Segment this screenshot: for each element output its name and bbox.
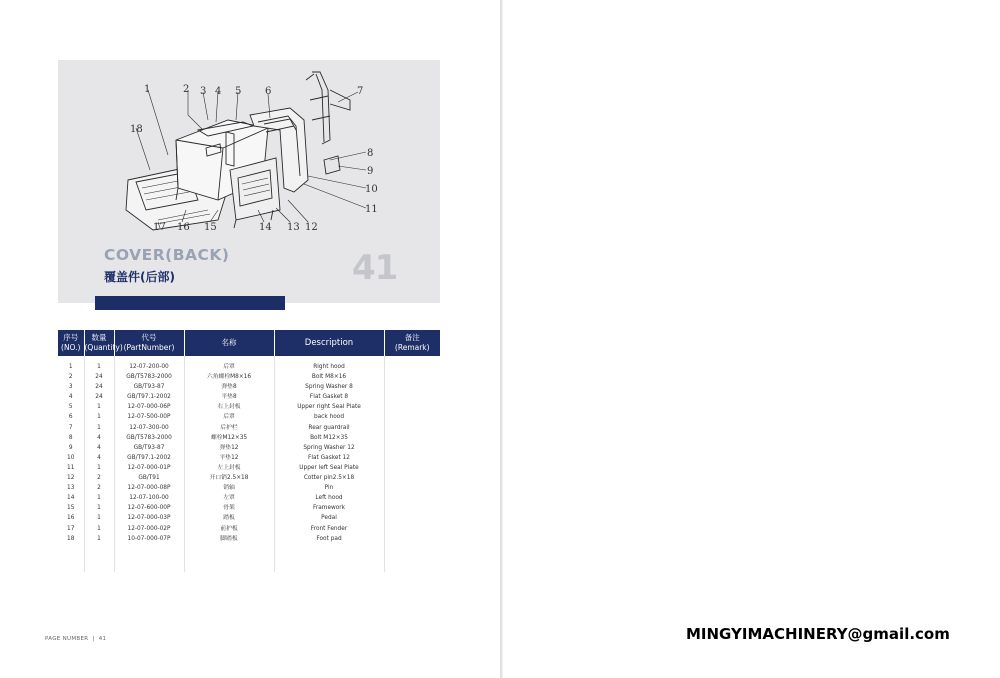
- table-row: [58, 493, 440, 503]
- cell-part-number: GB/T97.1-2002: [114, 453, 184, 463]
- table-row: [58, 463, 440, 473]
- cell-remark: [384, 412, 440, 422]
- cell-no: 11: [67, 464, 75, 471]
- cell-remark: [384, 503, 440, 513]
- cell-description: Bolt M8×16: [274, 372, 384, 382]
- header-name: 名称: [184, 330, 274, 356]
- callout-3: 3: [200, 86, 207, 97]
- cell-remark: [384, 493, 440, 503]
- cell-quantity: 1: [84, 513, 114, 523]
- cell-no: 15: [67, 505, 75, 512]
- cell-quantity: 4: [84, 443, 114, 453]
- cell-remark: [384, 524, 440, 534]
- page-footer: [45, 636, 106, 642]
- cell-remark: [384, 362, 440, 372]
- cell-quantity: 24: [84, 392, 114, 402]
- callout-10: 10: [365, 184, 378, 195]
- cell-remark: [384, 392, 440, 402]
- cell-description: Front Fender: [274, 524, 384, 534]
- cell-description: Left hood: [274, 493, 384, 503]
- callout-8: 8: [367, 148, 374, 159]
- cell-description: back hood: [274, 412, 384, 422]
- table-row: [58, 423, 440, 433]
- callout-11: 11: [365, 204, 378, 215]
- cell-quantity: 24: [84, 382, 114, 392]
- cell-name: 弹垫8: [184, 382, 274, 392]
- cell-part-number: GB/T5783-2000: [114, 433, 184, 443]
- table-row: [58, 433, 440, 443]
- cell-description: Right hood: [274, 362, 384, 372]
- cell-description: Spring Washer 8: [274, 382, 384, 392]
- cell-name: 踏板: [184, 513, 274, 523]
- cell-name: 左上封板: [184, 463, 274, 473]
- cell-part-number: 12-07-000-06P: [114, 402, 184, 412]
- cell-part-number: 12-07-500-00P: [114, 412, 184, 422]
- cell-remark: [384, 423, 440, 433]
- section-number: 41: [352, 248, 398, 288]
- parts-table: [58, 330, 440, 572]
- table-row: [58, 524, 440, 534]
- contact-email: MINGYIMACHINERY@gmail.com: [686, 625, 950, 643]
- cell-no: 4: [68, 394, 73, 401]
- callout-9: 9: [367, 166, 374, 177]
- figure-title-en: COVER(BACK): [104, 246, 230, 264]
- table-row: [58, 402, 440, 412]
- cell-description: Flat Gasket 12: [274, 453, 384, 463]
- table-header-row: [58, 330, 440, 356]
- cell-remark: [384, 483, 440, 493]
- cell-description: Pedal: [274, 513, 384, 523]
- cell-description: Framework: [274, 503, 384, 513]
- cell-no: 13: [67, 485, 75, 492]
- filler-cell: [84, 544, 114, 572]
- cell-name: 后罩: [184, 412, 274, 422]
- cell-quantity: 1: [84, 524, 114, 534]
- callout-18: 18: [130, 124, 143, 135]
- filler-cell: [384, 544, 440, 572]
- cell-no: 18: [67, 535, 75, 542]
- cell-part-number: 12-07-100-00: [114, 493, 184, 503]
- cell-quantity: 1: [84, 493, 114, 503]
- callout-4: 4: [215, 86, 222, 97]
- cell-part-number: 12-07-600-00P: [114, 503, 184, 513]
- header-description: Description: [274, 330, 384, 356]
- cell-part-number: GB/T91: [114, 473, 184, 483]
- callout-17: 17: [153, 222, 166, 233]
- cell-no: 1: [68, 364, 73, 370]
- cell-part-number: GB/T93-87: [114, 382, 184, 392]
- cell-quantity: 4: [84, 433, 114, 443]
- cell-quantity: 1: [84, 534, 114, 544]
- header-quantity: 数量 (Quantity): [84, 330, 114, 356]
- callout-16: 16: [177, 222, 190, 233]
- filler-cell: [274, 544, 384, 572]
- header-remark: 备注 (Remark): [384, 330, 440, 356]
- cell-no: 14: [67, 495, 75, 502]
- cell-no: 10: [67, 454, 75, 461]
- table-row: [58, 473, 440, 483]
- filler-cell: [114, 544, 184, 572]
- cell-part-number: 12-07-000-02P: [114, 524, 184, 534]
- cell-name: 后罩: [184, 362, 274, 372]
- table-row: [58, 534, 440, 544]
- cell-remark: [384, 372, 440, 382]
- figure-title-cn: 覆盖件(后部): [104, 270, 175, 284]
- filler-cell: [58, 544, 84, 572]
- cell-no: 8: [68, 434, 73, 441]
- cell-remark: [384, 453, 440, 463]
- cell-no: 17: [67, 525, 75, 532]
- cell-name: 平垫12: [184, 453, 274, 463]
- callout-13: 13: [287, 222, 300, 233]
- callout-7: 7: [357, 86, 364, 97]
- cell-name: 前护板: [184, 524, 274, 534]
- cell-no: 16: [67, 515, 75, 522]
- cell-name: 后护栏: [184, 423, 274, 433]
- cell-part-number: 12-07-000-03P: [114, 513, 184, 523]
- callout-6: 6: [265, 86, 272, 97]
- footer-label: PAGE NUMBER: [45, 636, 89, 642]
- header-part-number: 代号 (PartNumber): [114, 330, 184, 356]
- cell-remark: [384, 433, 440, 443]
- table-row: [58, 382, 440, 392]
- cell-name: 骨架: [184, 503, 274, 513]
- callout-12: 12: [305, 222, 318, 233]
- table-row: [58, 443, 440, 453]
- filler-cell: [184, 544, 274, 572]
- cell-description: Foot pad: [274, 534, 384, 544]
- cell-quantity: 1: [84, 402, 114, 412]
- cell-quantity: 1: [84, 463, 114, 473]
- footer-page-number: 41: [98, 636, 107, 642]
- cell-part-number: GB/T97.1-2002: [114, 392, 184, 402]
- cell-quantity: 24: [84, 372, 114, 382]
- cell-remark: [384, 534, 440, 544]
- header-no: 序号 (NO.): [58, 330, 84, 356]
- cell-quantity: 2: [84, 483, 114, 493]
- table-row: [58, 483, 440, 493]
- cell-quantity: 1: [84, 503, 114, 513]
- cell-remark: [384, 463, 440, 473]
- cell-no: 9: [68, 444, 73, 451]
- cell-name: 开口销2.5×18: [184, 473, 274, 483]
- cell-description: Upper right Seal Plate: [274, 402, 384, 412]
- cell-description: Upper left Seal Plate: [274, 463, 384, 473]
- cell-name: 六角螺栓M8×16: [184, 372, 274, 382]
- table-row: [58, 392, 440, 402]
- cell-no: 2: [68, 374, 73, 381]
- cell-no: 12: [67, 475, 75, 482]
- cell-name: 右上封板: [184, 402, 274, 412]
- cell-part-number: GB/T93-87: [114, 443, 184, 453]
- cell-no: 3: [68, 384, 73, 391]
- cell-description: Pin: [274, 483, 384, 493]
- callout-1: 1: [144, 84, 151, 95]
- callout-2: 2: [183, 84, 190, 95]
- cell-part-number: 12-07-200-00: [114, 362, 184, 372]
- table-row: [58, 412, 440, 422]
- cell-name: 平垫8: [184, 392, 274, 402]
- cell-name: 销轴: [184, 483, 274, 493]
- cell-quantity: 1: [84, 412, 114, 422]
- table-row: [58, 513, 440, 523]
- cell-quantity: 2: [84, 473, 114, 483]
- cell-no: 6: [68, 414, 73, 421]
- cell-part-number: 12-07-000-01P: [114, 463, 184, 473]
- right-page: [503, 0, 1000, 678]
- cell-name: 螺栓M12×35: [184, 433, 274, 443]
- cell-name: 左罩: [184, 493, 274, 503]
- cell-part-number: 10-07-000-07P: [114, 534, 184, 544]
- cell-description: Bolt M12×35: [274, 433, 384, 443]
- cell-no: 5: [68, 404, 73, 411]
- cell-name: 弹垫12: [184, 443, 274, 453]
- cell-description: Flat Gasket 8: [274, 392, 384, 402]
- table-row: [58, 503, 440, 513]
- cell-part-number: GB/T5783-2000: [114, 372, 184, 382]
- table-row: [58, 372, 440, 382]
- cell-description: Spring Washer 12: [274, 443, 384, 453]
- cell-name: 脚踏板: [184, 534, 274, 544]
- cell-description: Cotter pin2.5×18: [274, 473, 384, 483]
- callout-15: 15: [204, 222, 217, 233]
- callout-14: 14: [259, 222, 272, 233]
- cell-remark: [384, 473, 440, 483]
- accent-bar: [95, 296, 285, 310]
- table-row: [58, 362, 440, 372]
- cell-no: 7: [68, 424, 73, 431]
- table-filler: [58, 544, 440, 572]
- cell-description: Rear guardrail: [274, 423, 384, 433]
- callout-5: 5: [235, 86, 242, 97]
- cell-quantity: 1: [84, 362, 114, 372]
- table-row: [58, 453, 440, 463]
- cell-remark: [384, 402, 440, 412]
- cell-quantity: 4: [84, 453, 114, 463]
- cell-remark: [384, 443, 440, 453]
- cell-remark: [384, 382, 440, 392]
- cell-quantity: 1: [84, 423, 114, 433]
- cell-remark: [384, 513, 440, 523]
- cell-part-number: 12-07-300-00: [114, 423, 184, 433]
- footer-separator: |: [92, 636, 95, 642]
- cell-part-number: 12-07-000-08P: [114, 483, 184, 493]
